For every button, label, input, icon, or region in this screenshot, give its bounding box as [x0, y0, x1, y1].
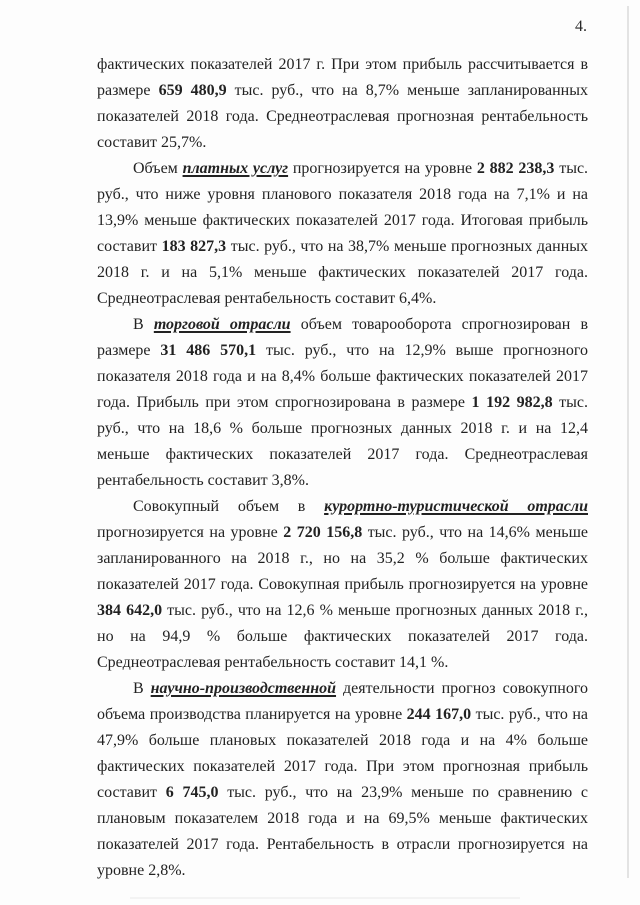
scan-artifact-line: [627, 6, 629, 878]
bold-value: 6 745,0: [165, 784, 219, 801]
text-run: тыс. руб., что на 12,6 % меньше прогнозных данных 2018 г., но на 94,9 % больше фактических показателей 2017 года. Среднеотраслевая рентабельность составит 14,1 %.: [97, 602, 588, 671]
paragraph-3: [97, 312, 588, 494]
text-run: Объем: [133, 160, 183, 177]
paragraph-4: [97, 494, 588, 676]
text-run: В: [133, 316, 154, 333]
emphasized-term: курортно-туристической отрасли: [324, 498, 588, 515]
bold-value: 2 882 238,3: [476, 160, 555, 177]
text-run: деятельности прогноз совокупного объема производства планируется на уровне: [97, 680, 589, 723]
document-body: [97, 52, 588, 884]
text-run: объем товарооборота спрогнозирован в размере: [97, 316, 589, 359]
text-run: фактических показателей 2017 г. При этом прибыль рассчитывается в размере: [97, 56, 588, 99]
bold-value: 1 192 982,8: [471, 394, 553, 411]
text-run: тыс. руб., что на 23,9% меньше по сравнению с плановым показателем 2018 года и на 69,5% меньше фактических показателей 2017 года. Рентабельность в отрасли прогнозируется на уровне 2,8%.: [97, 784, 589, 879]
bold-value: 183 827,3: [161, 238, 227, 255]
text-run: тыс. руб., что на 47,9% больше плановых показателей 2018 года и на 4% больше фактических показателей 2017 года. При этом прогнозная прибыль составит: [97, 706, 589, 801]
paragraph-5: [97, 676, 588, 884]
text-run: тыс. руб., что на 8,7% меньше запланированных показателей 2018 года. Среднеотраслевая прогнозная рентабельность составит 25,7%.: [97, 82, 588, 151]
text-run: тыс. руб., что на 18,6 % больше прогнозных данных 2018 г. и на 12,4 меньше фактических показателей 2017 года. Среднеотраслевая рентабельность составит 3,8%.: [97, 394, 588, 489]
scan-artifact-smudge: [130, 897, 520, 899]
paragraph-1: [97, 52, 588, 156]
bold-value: 659 480,9: [158, 82, 227, 99]
emphasized-term: научно-производственной: [150, 680, 337, 697]
text-run: тыс. руб., что на 14,6% меньше запланированного на 2018 г., но на 35,2 % больше фактических показателей 2017 года. Совокупная прибыль прогнозируется на уровне: [97, 524, 588, 593]
paragraph-2: [97, 156, 588, 312]
text-run: прогнозируется на уровне: [288, 160, 477, 177]
bold-value: 31 486 570,1: [160, 342, 257, 359]
bold-value: 384 642,0: [97, 602, 163, 619]
bold-value: 2 720 156,8: [283, 524, 363, 541]
bold-value: 244 167,0: [406, 706, 472, 723]
text-run: тыс. руб., что ниже уровня планового показателя 2018 года на 7,1% и на 13,9% меньше фактических показателей 2017 года. Итоговая прибыль составит: [97, 160, 589, 255]
emphasized-term: платных услуг: [182, 160, 289, 177]
text-run: тыс. руб., что на 12,9% выше прогнозного показателя 2018 года и на 8,4% больше фактических показателей 2017 года. Прибыль при этом спрогнозирована в размере: [97, 342, 589, 411]
text-run: В: [133, 680, 151, 697]
text-run: Совокупный объем в: [133, 498, 325, 515]
text-run: тыс. руб., что на 38,7% меньше прогнозных данных 2018 г. и на 5,1% меньше фактических показателей 2017 года. Среднеотраслевая рентабельность составит 6,4%.: [97, 238, 589, 307]
page-number: 4.: [575, 18, 587, 35]
emphasized-term: торговой отрасли: [153, 316, 291, 333]
text-run: прогнозируется на уровне: [97, 524, 284, 541]
